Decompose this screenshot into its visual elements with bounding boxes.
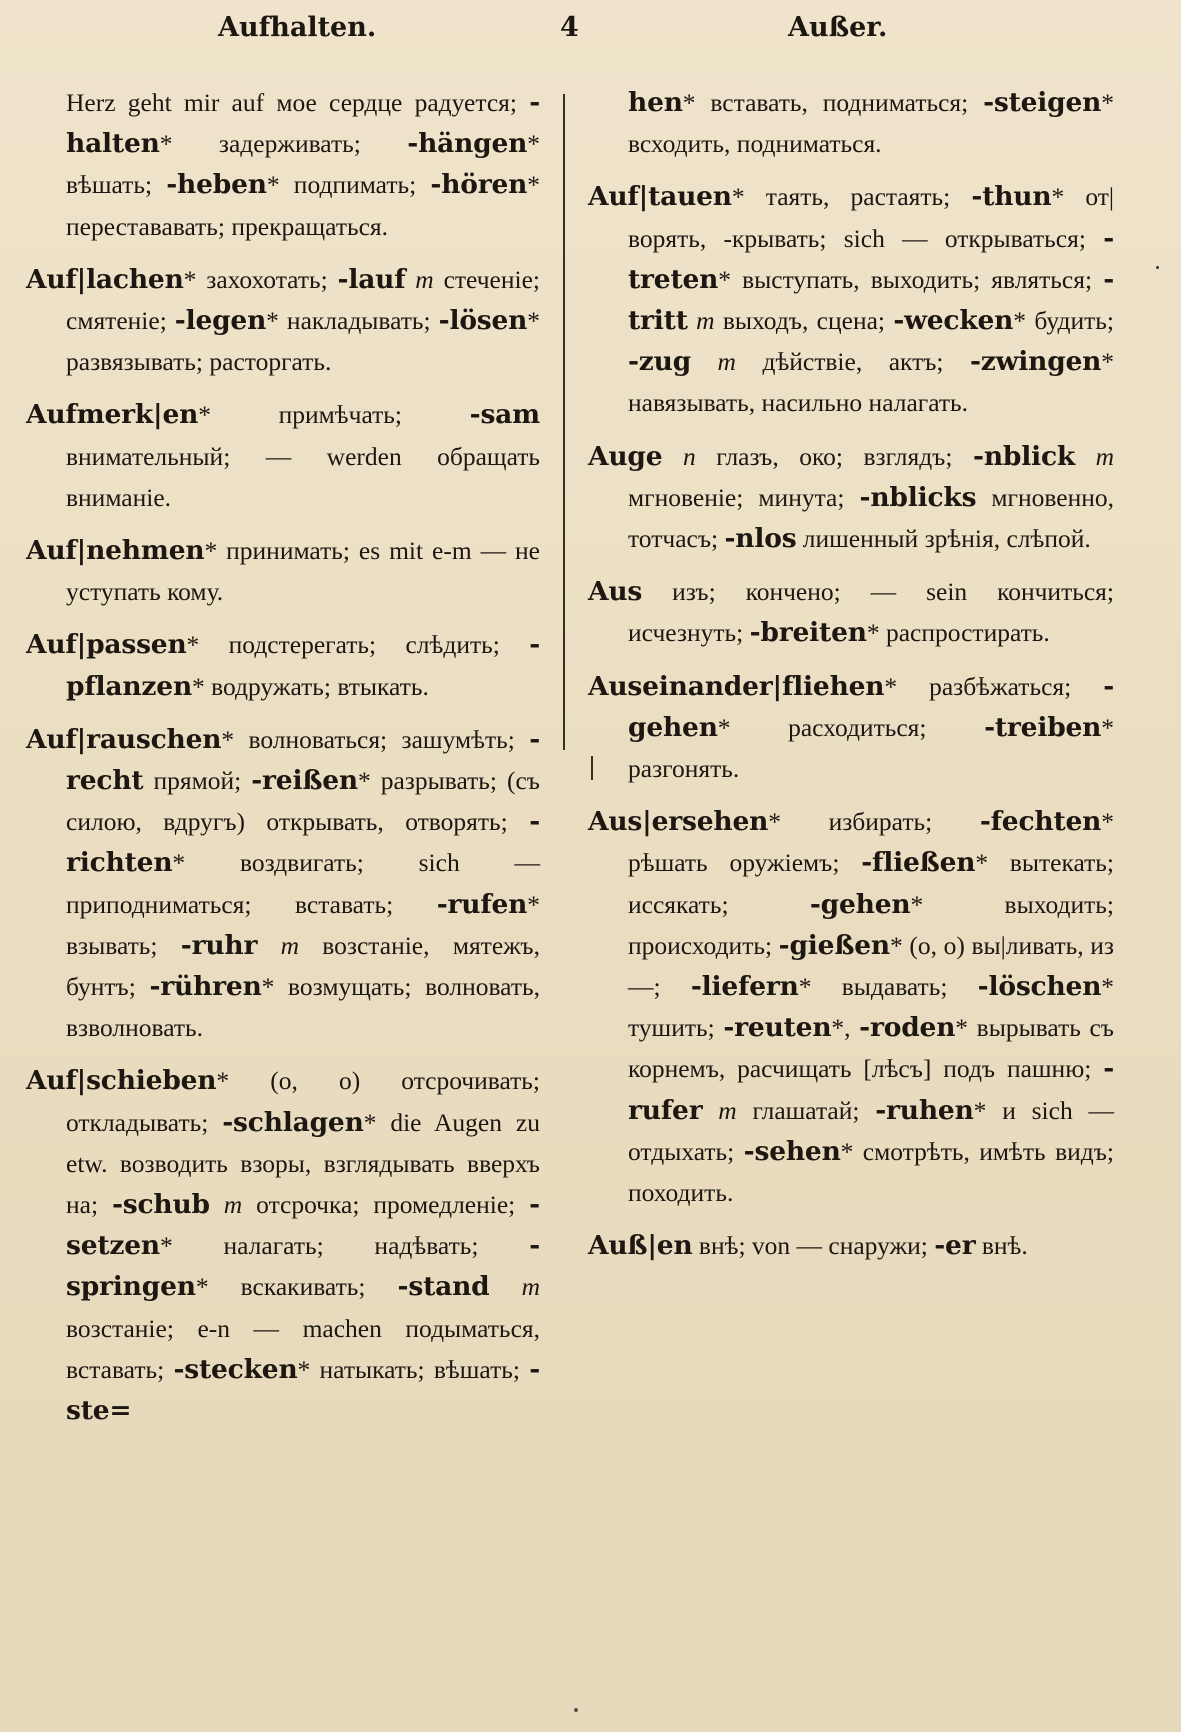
- headword: -recht: [66, 723, 540, 797]
- definition-text: прямой;: [143, 766, 252, 796]
- definition-text: * таять, растаять;: [731, 182, 972, 212]
- dictionary-entry: [26, 394, 540, 518]
- headword: -nblicks: [859, 481, 977, 513]
- headword: Auf|schieben: [26, 1065, 217, 1097]
- headword: -treten: [628, 222, 1114, 295]
- definition-text: * выступать, выходить; являться;: [718, 264, 1104, 294]
- definition-text: * возмущать; волновать, взволновать.: [66, 972, 540, 1043]
- headword: -fechten: [979, 806, 1102, 838]
- headword: -gießen: [778, 929, 890, 961]
- headword: -er: [934, 1230, 976, 1262]
- definition-text: * избирать;: [768, 807, 980, 837]
- definition-text: мгновеніе; минута;: [628, 482, 860, 512]
- headword: -schub: [111, 1189, 210, 1221]
- definition-text: * рѣшать оружіемъ;: [628, 807, 1114, 878]
- definition-text: * расходиться;: [717, 712, 985, 742]
- column-divider-top: [563, 94, 565, 750]
- headword: -breiten: [749, 617, 867, 649]
- headword: -lauf: [337, 263, 406, 295]
- headword: Aus: [588, 576, 643, 608]
- headword: -sam: [469, 399, 540, 431]
- gender-marker: m: [687, 306, 715, 336]
- definition-text: * примѣчать;: [198, 400, 470, 430]
- headword: -sehen: [743, 1135, 841, 1167]
- headword: -zug: [628, 346, 692, 378]
- definition-text: дѣйствіе, актъ;: [735, 347, 970, 377]
- definition-text: * волноваться; зашумѣть;: [221, 724, 530, 754]
- definition-text: * разбѣжаться;: [884, 671, 1104, 701]
- gender-marker: m: [702, 1095, 737, 1125]
- definition-text: * водружать; втыкать.: [192, 671, 429, 701]
- headword: -hängen: [407, 128, 528, 160]
- dictionary-entry: [588, 176, 1114, 423]
- headword: -schlagen: [222, 1106, 364, 1138]
- headword: -steigen: [983, 87, 1102, 118]
- definition-text: * накладывать;: [266, 306, 439, 336]
- gender-marker: n: [662, 441, 696, 471]
- headword: -zwingen: [970, 346, 1102, 378]
- headword: Auge: [588, 440, 663, 472]
- definition-text: * натыкать; вѣшать;: [297, 1354, 530, 1384]
- gender-marker: m: [209, 1190, 243, 1220]
- headword: -lösen: [438, 305, 528, 337]
- headword: -legen: [174, 305, 267, 337]
- headword: Aus|ersehen: [588, 806, 769, 838]
- definition-text: * захохотать;: [183, 264, 338, 294]
- left-column: [26, 82, 540, 1443]
- definition-text: возстаніе; e-n — machen подыматься, вставать;: [66, 1313, 540, 1384]
- definition-text: * (o, o) вы|ливать, из—;: [628, 930, 1114, 1002]
- definition-text: * вытекать; иссякать;: [628, 848, 1115, 919]
- headword: -nlos: [724, 523, 797, 555]
- definition-text: * разрывать; (съ силою, вдругъ) открывать, отворять;: [66, 766, 540, 837]
- headword: -heben: [166, 169, 267, 201]
- definition-text: * подстерегать; слѣдить;: [186, 630, 530, 660]
- headword: -treiben: [984, 711, 1102, 743]
- headword: -setzen: [66, 1189, 540, 1262]
- definition-text: внимательный; — werden обращать вниманіе.: [66, 441, 540, 512]
- running-header: [0, 6, 1181, 56]
- definition-text: * налагать; надѣвать;: [160, 1231, 530, 1261]
- definition-text: мгновенно, тотчасъ;: [628, 482, 1114, 554]
- dictionary-entry: [26, 624, 540, 706]
- definition-text: глазъ, око; взглядъ;: [695, 441, 974, 471]
- headword: Auf|rauschen: [26, 723, 222, 755]
- gender-marker: m: [257, 930, 299, 960]
- definition-text: * всходить, подниматься.: [628, 88, 1114, 159]
- headword: -reuten: [723, 1012, 832, 1044]
- definition-text: * будить;: [1013, 306, 1114, 336]
- right-column: [588, 82, 1114, 1278]
- definition-text: * выходить; происходить;: [628, 889, 1115, 960]
- headword: -reißen: [251, 765, 358, 797]
- definition-text: внѣ; von — снаружи;: [692, 1231, 935, 1261]
- gender-marker: m: [489, 1272, 540, 1302]
- definition-text: внѣ.: [975, 1231, 1028, 1261]
- definition-text: * навязывать, насильно налагать.: [628, 347, 1114, 418]
- dictionary-entry: [588, 571, 1114, 653]
- headword: -liefern: [690, 971, 799, 1003]
- definition-text: * (o, o) отсрочивать; откладывать;: [66, 1066, 540, 1137]
- headword: -löschen: [977, 971, 1102, 1003]
- gender-marker: m: [691, 347, 736, 377]
- gender-marker: m: [1075, 441, 1115, 471]
- headword: -wecken: [893, 305, 1014, 337]
- definition-text: * взывать;: [66, 889, 540, 960]
- dictionary-entry: [588, 1225, 1114, 1266]
- headword: -roden: [859, 1012, 956, 1044]
- dictionary-entry: [26, 719, 540, 1049]
- headword: -tritt: [628, 263, 1114, 337]
- dictionary-entry: [588, 801, 1114, 1213]
- gender-marker: m: [405, 264, 434, 294]
- definition-text: * вѣшать;: [66, 129, 540, 200]
- definition-text: * перестававать; прекращаться.: [66, 170, 540, 241]
- definition-text: * и sich — отдыхать;: [628, 1095, 1114, 1166]
- dictionary-entry: [26, 82, 540, 247]
- definition-text: * воздвигать; sich — приподниматься; вставать;: [66, 848, 540, 919]
- headword: -stecken: [173, 1353, 298, 1385]
- definition-text: * развязывать; расторгать.: [66, 306, 540, 377]
- definition-text: возстаніе, мятежъ, бунтъ;: [66, 930, 540, 1002]
- print-speck: [1156, 266, 1159, 269]
- dictionary-entry: [26, 259, 540, 383]
- headword: -richten: [66, 806, 540, 879]
- definition-text: глашатай;: [736, 1095, 876, 1125]
- headword: Auf|tauen: [588, 181, 732, 213]
- definition-text: * разгонять.: [628, 712, 1114, 784]
- headword: -gehen: [628, 670, 1114, 743]
- headword: Auf|nehmen: [26, 535, 205, 567]
- headword: Auseinander|fliehen: [588, 670, 885, 702]
- definition-text: * вырывать съ корнемъ, расчищать [лѣсъ] подъ пашню;: [628, 1013, 1114, 1084]
- headword: -thun: [971, 181, 1052, 213]
- headword: -nblick: [973, 440, 1076, 472]
- definition-text: выходъ, сцена;: [714, 306, 894, 336]
- definition-text: отсрочка; промедленіе;: [242, 1190, 530, 1220]
- headword: -halten: [66, 87, 540, 160]
- headword: -rühren: [149, 971, 262, 1003]
- definition-text: *,: [831, 1013, 860, 1043]
- print-speck-bottom: [574, 1708, 578, 1712]
- headword: -ste=: [66, 1353, 541, 1427]
- headword: -pflanzen: [66, 629, 540, 702]
- headword: -hören: [430, 169, 528, 201]
- headword: Aufmerk|en: [26, 399, 199, 431]
- header-right-guideword: Außer.: [788, 12, 888, 43]
- definition-text: * принимать; es mit e-m — не уступать кому.: [66, 536, 540, 607]
- header-left-guideword: Aufhalten.: [218, 12, 377, 43]
- definition-text: изъ; кончено; — sein кончиться; исчезнуть;: [628, 577, 1114, 648]
- dictionary-entry: [588, 82, 1114, 164]
- definition-text: лишенный зрѣнія, слѣпой.: [796, 524, 1091, 554]
- definition-text: * вставать, подниматься;: [682, 88, 984, 117]
- headword: hen: [628, 87, 683, 118]
- definition-text: * задерживать;: [159, 129, 408, 159]
- dictionary-entry: [588, 666, 1114, 790]
- definition-text: * от|ворять, -крывать; sich — открываться;: [628, 182, 1114, 253]
- definition-text: * вскакивать;: [195, 1272, 398, 1302]
- headword: -rufen: [436, 888, 528, 920]
- headword: Auf|passen: [26, 629, 187, 661]
- page-number: 4: [560, 12, 579, 43]
- dictionary-entry: [26, 530, 540, 612]
- headword: -stand: [397, 1271, 490, 1303]
- definition-text: стеченіе; смятеніе;: [66, 264, 541, 336]
- definition-text: * die Augen zu etw. возводить взоры, взглядывать вверхъ на;: [66, 1107, 540, 1220]
- definition-text: * тушить;: [628, 972, 1115, 1043]
- headword: -ruhen: [875, 1094, 974, 1126]
- definition-text: * подпимать;: [266, 170, 431, 200]
- definition-text: Herz geht mir auf мое сердце радуется;: [66, 88, 530, 117]
- definition-text: * смотрѣть, имѣть видъ; походить.: [628, 1136, 1115, 1208]
- headword: -rufer: [628, 1053, 1114, 1126]
- definition-text: * выдавать;: [798, 972, 978, 1002]
- headword: -springen: [66, 1230, 540, 1303]
- definition-text: * распростирать.: [866, 618, 1050, 648]
- headword: Auß|en: [588, 1230, 693, 1262]
- headword: -fließen: [861, 847, 976, 879]
- headword: -ruhr: [180, 929, 258, 961]
- headword: Auf|lachen: [26, 263, 184, 295]
- dictionary-entry: [588, 436, 1114, 560]
- headword: -gehen: [809, 888, 911, 920]
- dictionary-entry: [26, 1060, 540, 1431]
